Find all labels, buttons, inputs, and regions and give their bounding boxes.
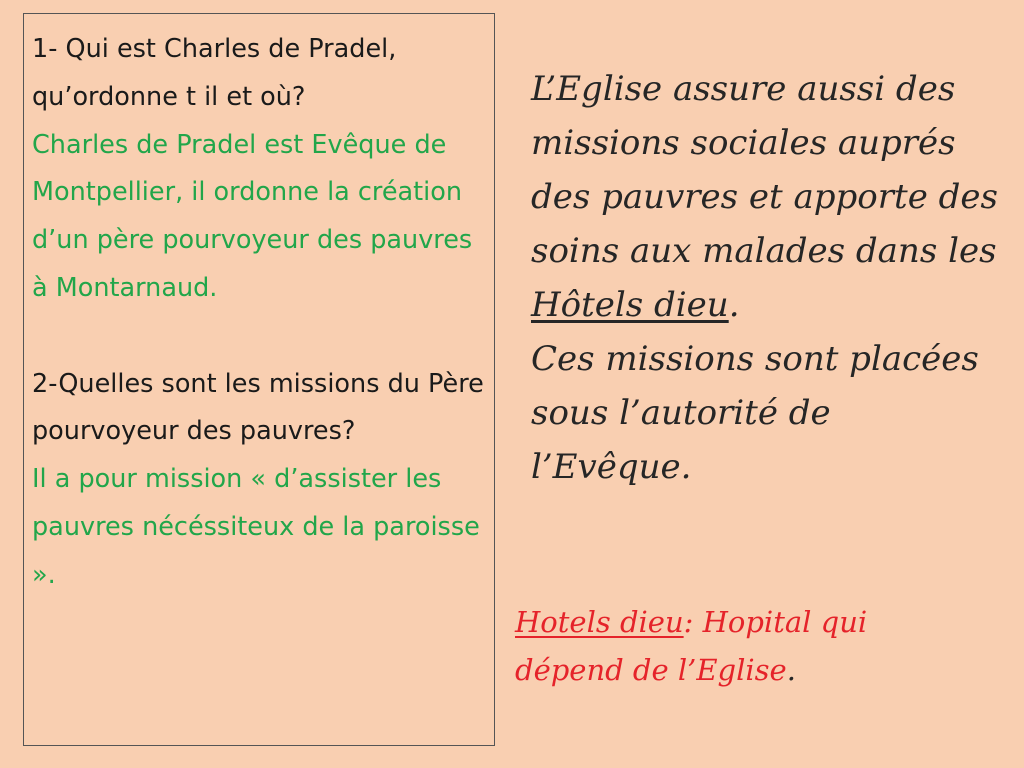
missions-paragraph: [531, 62, 1001, 332]
missions-text: L’Eglise assure aussi des missions sociales auprés des pauvres et apporte des soins aux malades dans les: [531, 69, 998, 271]
definition-term: Hotels dieu: [515, 605, 684, 639]
answer-1: Charles de Pradel est Evêque de Montpellier, il ordonne la création d’un père pourvoyeur des pauvres à Montarnaud.: [32, 129, 473, 303]
question-2: 2-Quelles sont les missions du Père pourvoyeur des pauvres?: [32, 368, 484, 447]
definition-end: .: [786, 653, 796, 687]
missions-text-end: .: [728, 285, 740, 325]
authority-paragraph: Ces missions sont placées sous l’autorité de l’Evêque.: [531, 339, 979, 487]
spacer: [32, 313, 494, 361]
hotels-dieu-term: Hôtels dieu: [531, 285, 729, 325]
question-answer-box: [23, 13, 495, 746]
hotels-dieu-definition: [515, 598, 985, 694]
church-missions-text: [531, 62, 1001, 494]
answer-2: Il a pour mission « d’assister les pauvres nécéssiteux de la paroisse ».: [32, 464, 480, 590]
question-1: 1- Qui est Charles de Pradel, qu’ordonne t il et où?: [32, 34, 397, 112]
definition-text: : Hopital qui dépend de l’Eglise: [515, 605, 868, 687]
